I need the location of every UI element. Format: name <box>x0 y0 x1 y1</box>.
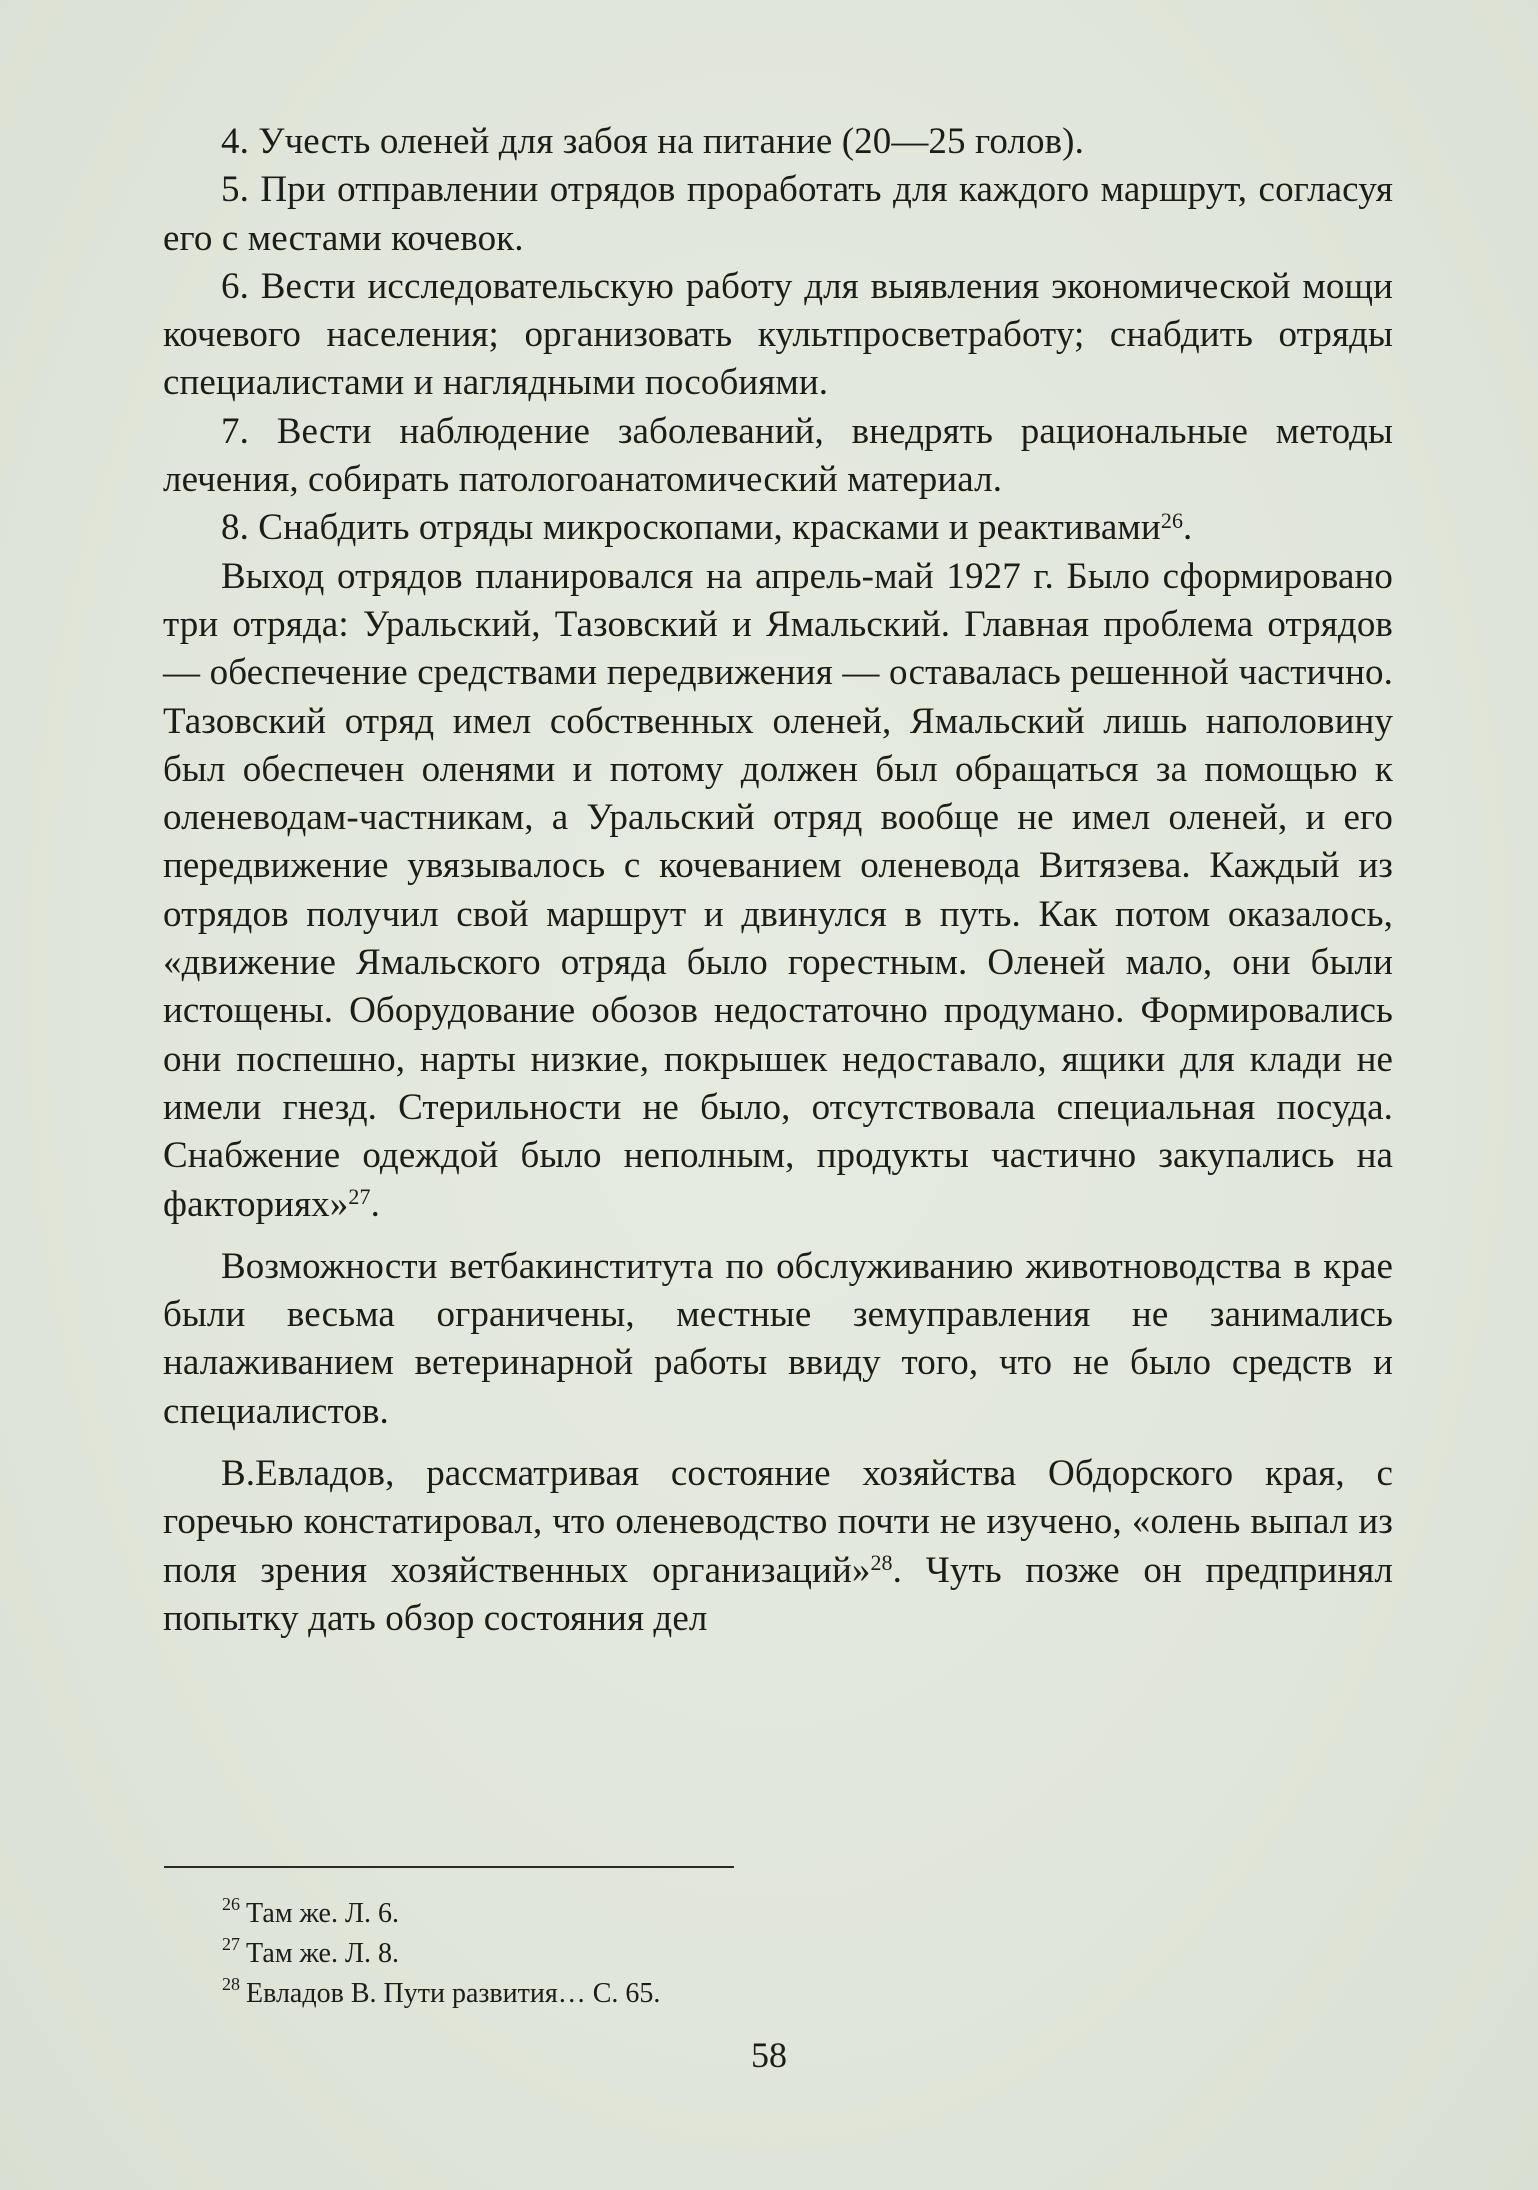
paragraph-item-7: 7. Вести наблюдение заболеваний, внедрять рациональные методы лечения, собирать патологоанатомический материал. <box>163 410 1393 501</box>
paragraph-item-6: 6. Вести исследовательскую работу для выявления экономической мощи кочевого населения; организовать культпросветработу; снабдить отряды специалистами и наглядными пособиями. <box>163 265 1393 404</box>
paragraph-item-5: 5. При отправлении отрядов проработать для каждого маршрут, согласуя его с местами кочевок. <box>163 169 1393 259</box>
paragraph-vetinstitute: Возможности ветбакинститута по обслуживанию животноводства в крае были весьма ограничены, местные земуправления не занимались налаживанием ветеринарной работы ввиду того, что не было средств и специалистов. <box>163 1245 1393 1432</box>
footnote-ref-27: 27 <box>348 1184 371 1210</box>
footnotes <box>222 1894 1322 2014</box>
paragraph-expedition: Выход отрядов планировался на апрель-май 1927 г. Было сформировано три отряда: Уральский, Тазовский и Ямальский. Главная проблема отрядов — обеспечение средствами передвижения — оставалась решенной частично. Тазовский отряд имел собственных оленей, Ямальский лишь наполовину был обеспечен оленями и потому должен был обращаться за помощью к оленеводам-частникам, а Уральский отряд вообще не имел оленей, и его передвижение увязывалось с кочеванием оленевода Витязева. Каждый из отрядов получил свой маршрут и двинулся в путь. Как потом оказалось, «движение Ямальского отряда было горестным. Оленей мало, они были истощены. Оборудование обозов недостаточно продумано. Формировались они поспешно, нарты низкие, покрышек недоставало, ящики для клади не имели гнезд. Стерильности не было, отсутствовала специальная посуда. Снабжение одеждой было неполным, продукты частично закупались на факториях»$^{27}$. <box>163 555 1393 1225</box>
footnote-27: $^{27}$ Там же. Л. 8. <box>222 1933 399 1969</box>
paragraph-evladov: В.Евладов, рассматривая состояние хозяйства Обдорского края, с горечью констатировал, что оленеводство почти не изучено, «олень выпал из поля зрения хозяйственных организаций»$^{28}$. Чуть позже он предпринял попытку дать обзор состояния дел <box>163 1453 1393 1639</box>
paragraph-item-4: 4. Учесть оленей для забоя на питание (20—25 голов). <box>221 121 1084 162</box>
page-number: 58 <box>751 2035 787 2075</box>
footnote-separator <box>164 1866 734 1868</box>
main-text <box>163 118 1393 1643</box>
paragraph-item-8: 8. Снабдить отряды микроскопами, красками и реактивами$^{26}$. <box>221 507 1193 549</box>
footnote-28: $^{28}$ Евладов В. Пути развития… С. 65. <box>222 1973 661 2009</box>
footnote-ref-28: 28 <box>870 1550 893 1576</box>
footnote-26: $^{26}$ Там же. Л. 6. <box>222 1893 399 1929</box>
footnote-ref-26: 26 <box>1160 508 1184 534</box>
